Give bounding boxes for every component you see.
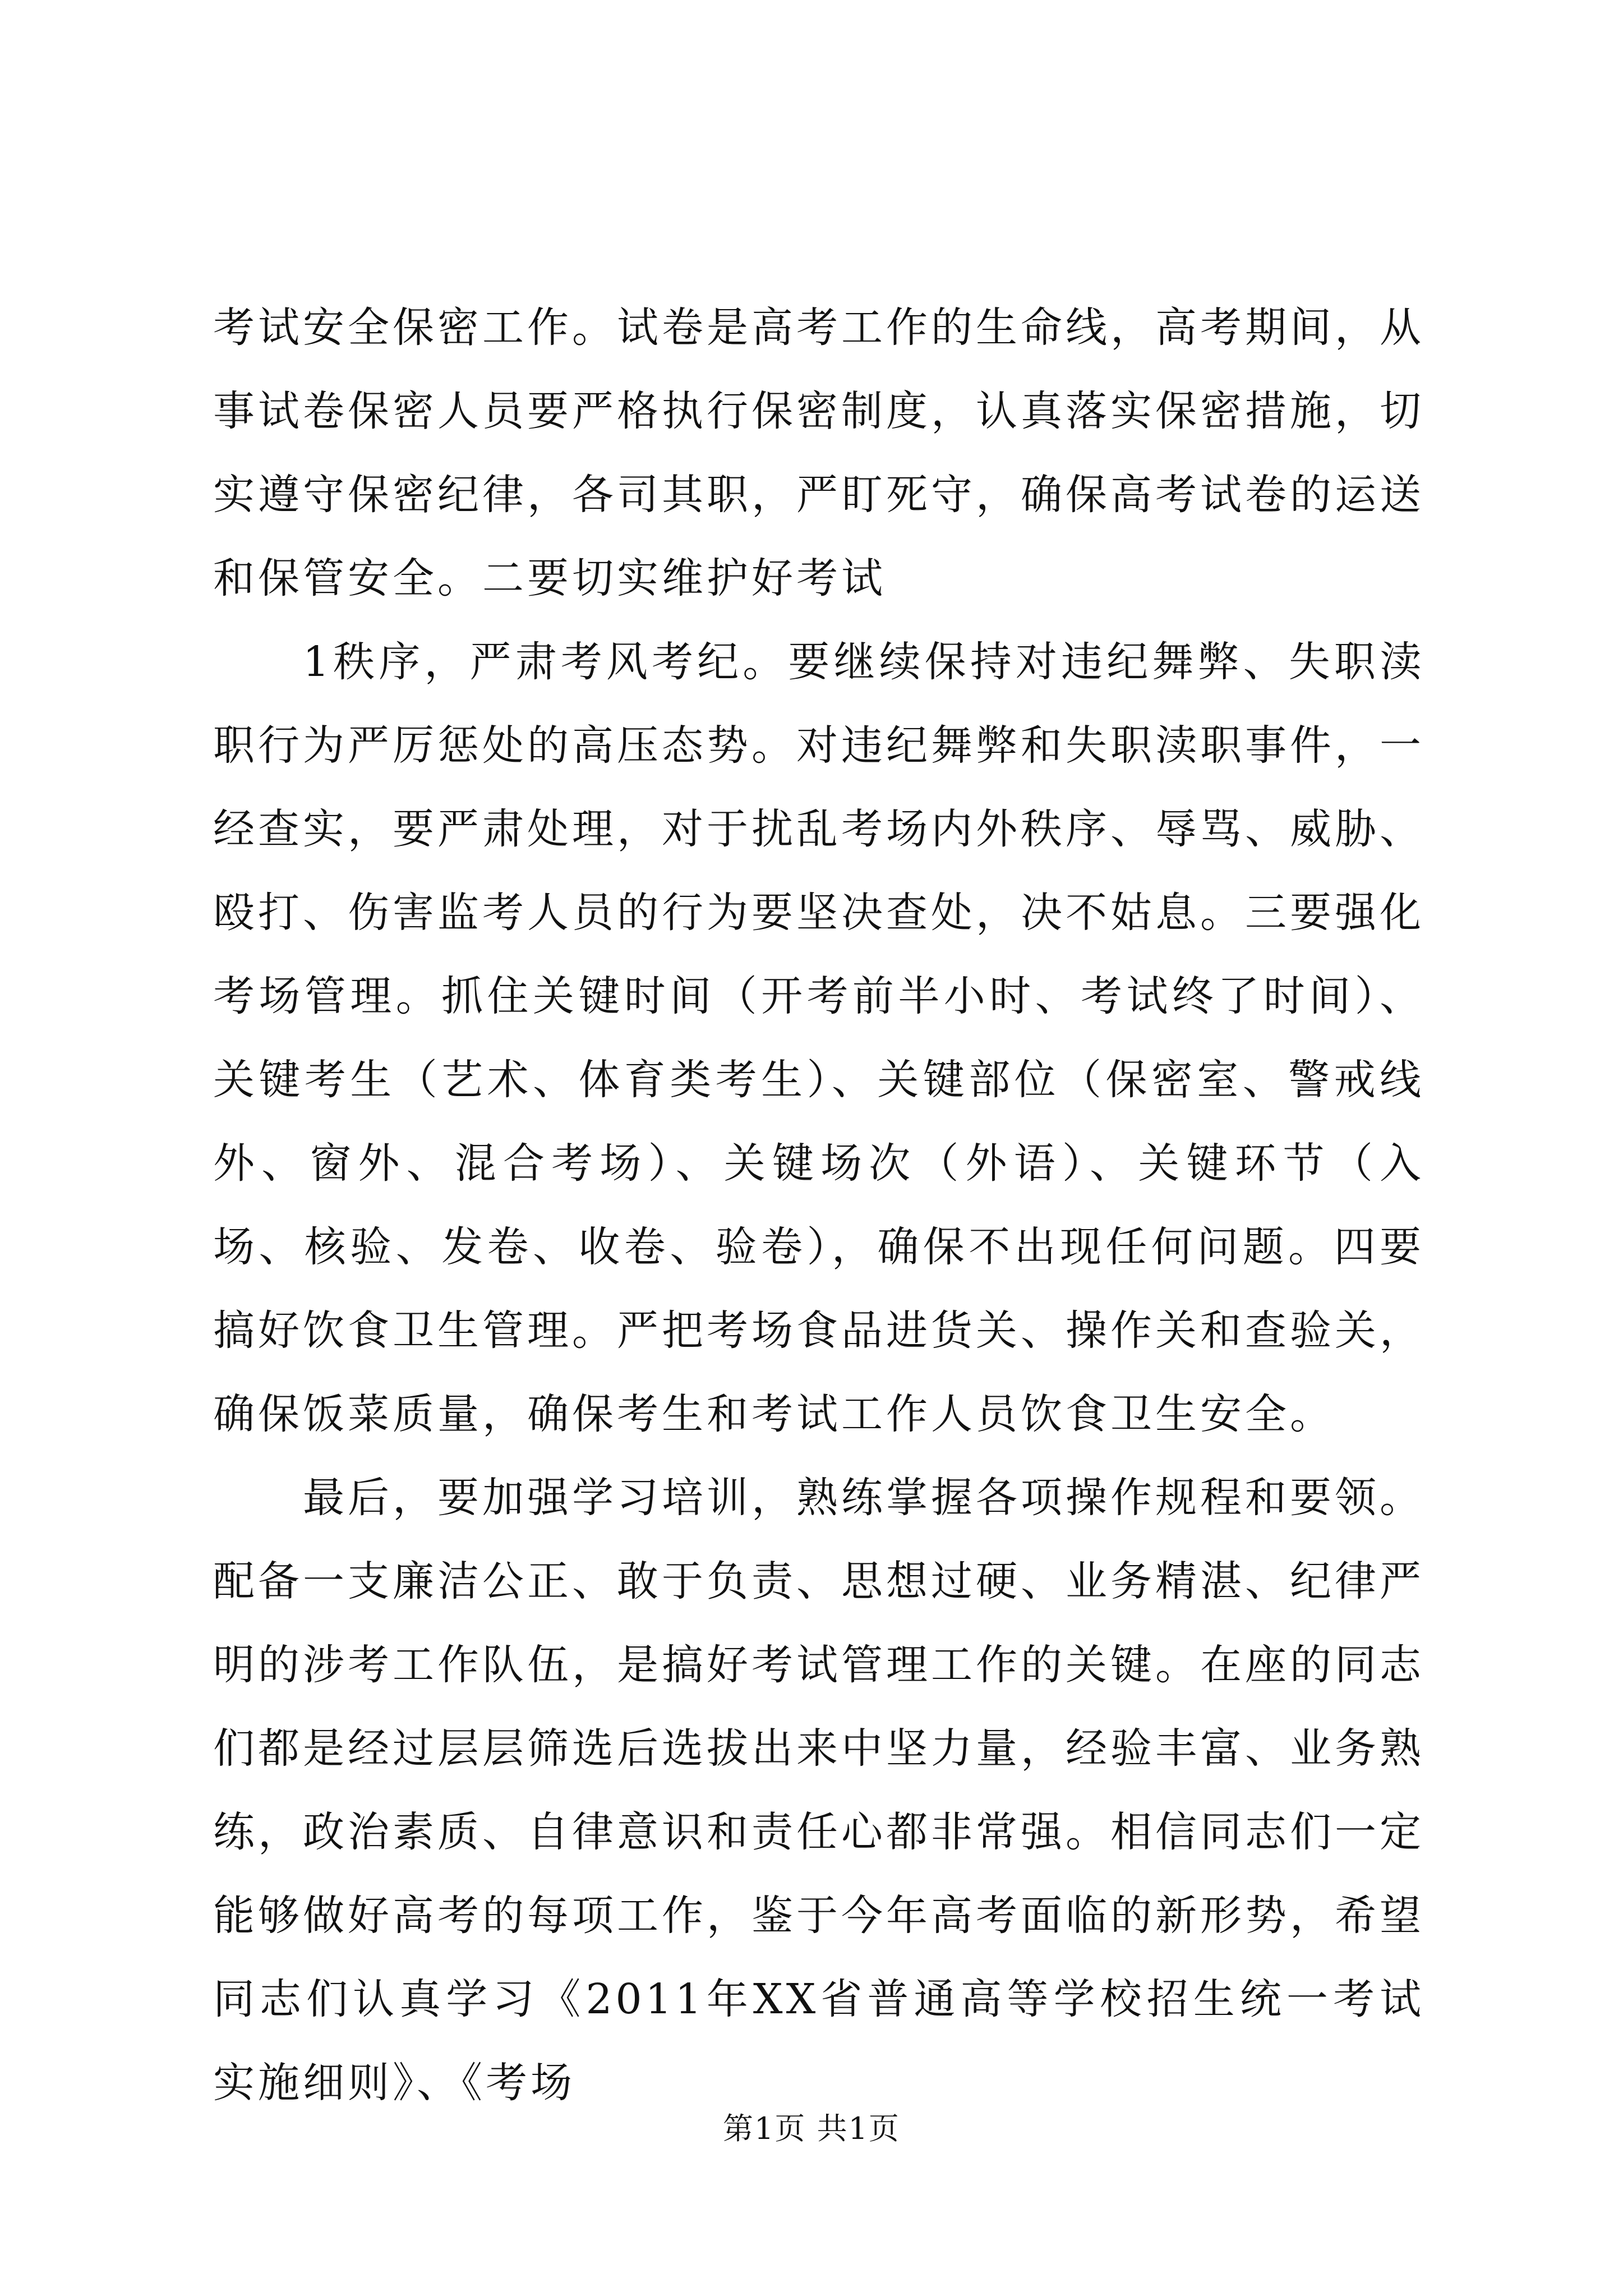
paragraph-1: 考试安全保密工作。试卷是高考工作的生命线，高考期间，从事试卷保密人员要严格执行保密制度，认真落实保密措施，切实遵守保密纪律，各司其职，严盯死守，确保高考试卷的运送和保管安全。二要切实维护好考试: [213, 303, 1424, 602]
page-footer: 第1页 共1页: [723, 2111, 900, 2146]
paragraph-3: 最后，要加强学习培训，熟练掌握各项操作规程和要领。配备一支廉洁公正、敢于负责、思想过硬、业务精湛、纪律严明的涉考工作队伍，是搞好考试管理工作的关键。在座的同志们都是经过层层筛选后选拔出来中坚力量，经验丰富、业务熟练，政治素质、自律意识和责任心都非常强。相信同志们一定能够做好高考的每项工作，鉴于今年高考面临的新形势，希望同志们认真学习《2011年XX省普通高等学校招生统一考试实施细则》、《考场: [213, 1474, 1424, 2107]
paragraph-2: 1秩序，严肃考风考纪。要继续保持对违纪舞弊、失职渎职行为严厉惩处的高压态势。对违纪舞弊和失职渎职事件，一经查实，要严肃处理，对于扰乱考场内外秩序、辱骂、威胁、殴打、伤害监考人员的行为要坚决查处，决不姑息。三要强化考场管理。抓住关键时间（开考前半小时、考试终了时间）、关键考生（艺术、体育类考生）、关键部位（保密室、警戒线外、窗外、混合考场）、关键场次（外语）、关键环节（入场、核验、发卷、收卷、验卷），确保不出现任何问题。四要搞好饮食卫生管理。严把考场食品进货关、操作关和查验关，确保饭菜质量，确保考生和考试工作人员饮食卫生安全。: [213, 638, 1424, 1438]
document-body: [213, 286, 1424, 2125]
